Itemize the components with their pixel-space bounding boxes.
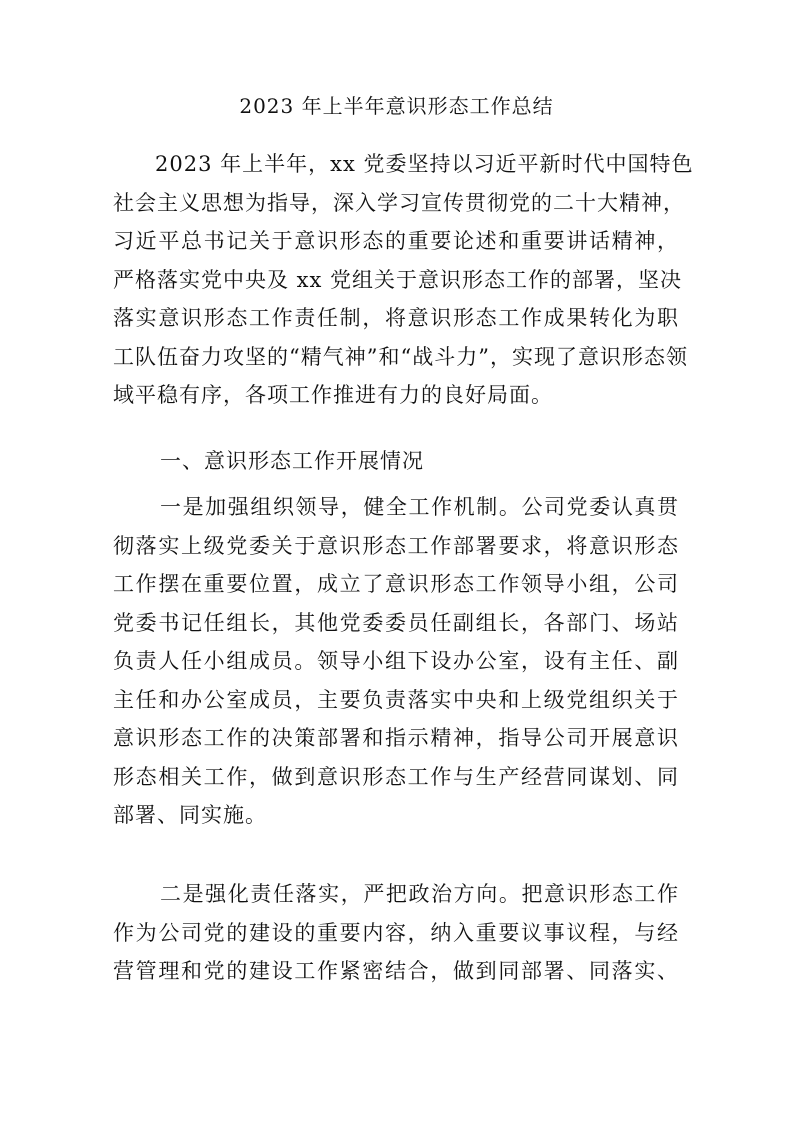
paragraph-line: 工队伍奋力攻坚的“精气神”和“战斗力”，实现了意识形态领 (113, 344, 688, 369)
paragraph-line: 主任和办公室成员，主要负责落实中央和上级党组织关于 (113, 687, 679, 712)
paragraph-line: 党委书记任组长，其他党委委员任副组长，各部门、场站 (113, 610, 679, 635)
paragraph-line: 一是加强组织领导，健全工作机制。公司党委认真贯 (160, 495, 679, 519)
paragraph-line: 营管理和党的建设工作紧密结合，做到同部署、同落实、 (113, 959, 679, 983)
paragraph-line: 意识形态工作的决策部署和指示精神，指导公司开展意识 (113, 726, 679, 750)
paragraph-line: 负责人任小组成员。领导小组下设办公室，设有主任、副 (113, 649, 679, 673)
paragraph-organization (113, 488, 679, 835)
paragraph-line: 习近平总书记关于意识形态的重要论述和重要讲话精神， (113, 229, 679, 253)
paragraph-line: 工作摆在重要位置，成立了意识形态工作领导小组，公司 (113, 572, 679, 596)
paragraph-line: 落实意识形态工作责任制，将意识形态工作成果转化为职 (113, 306, 679, 330)
paragraph-line: 严格落实党中央及 xx 党组关于意识形态工作的部署，坚决 (113, 267, 683, 292)
paragraph-line: 部署、同实施。 (113, 803, 267, 827)
paragraph-line: 域平稳有序，各项工作推进有力的良好局面。 (113, 383, 553, 407)
paragraph-responsibility (113, 875, 679, 991)
paragraph-line: 社会主义思想为指导，深入学习宣传贯彻党的二十大精神， (113, 190, 685, 215)
paragraph-line: 彻落实上级党委关于意识形态工作部署要求，将意识形态 (113, 533, 679, 558)
section-heading: 一、意识形态工作开展情况 (160, 449, 424, 473)
paragraph-line: 形态相关工作，做到意识形态工作与生产经营同谋划、同 (113, 764, 679, 789)
paragraph-line: 作为公司党的建设的重要内容，纳入重要议事议程，与经 (113, 920, 679, 945)
paragraph-line: 二是强化责任落实，严把政治方向。把意识形态工作 (160, 882, 679, 906)
intro-paragraph (113, 145, 694, 415)
paragraph-line: 2023 年上半年，xx 党委坚持以习近平新时代中国特色 (155, 152, 694, 176)
document-title: 2023 年上半年意识形态工作总结 (239, 94, 554, 118)
